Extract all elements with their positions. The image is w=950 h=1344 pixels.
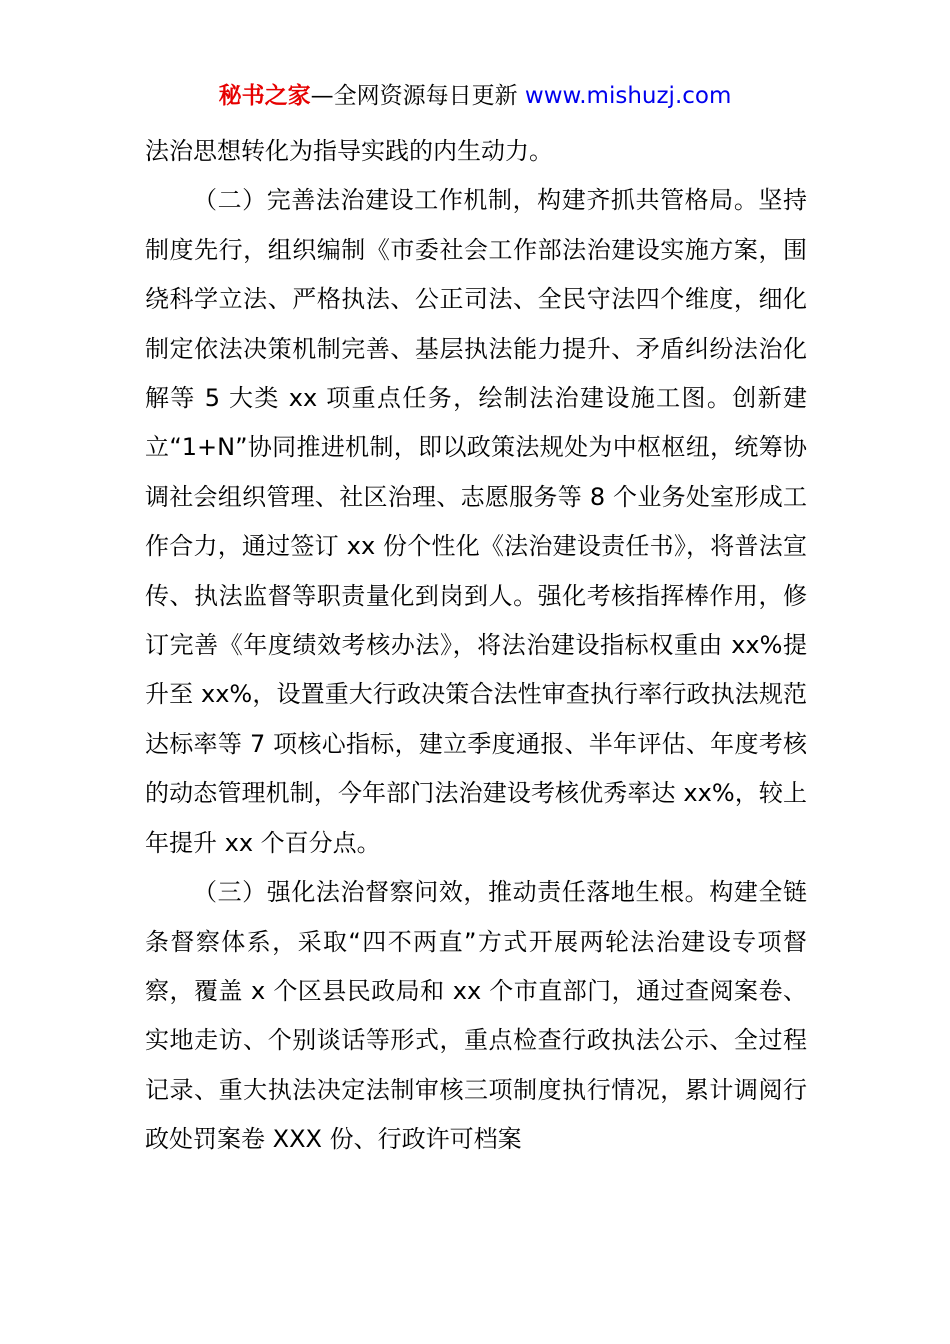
site-header [0, 80, 950, 112]
paragraph-section-3: （三）强化法治督察问效，推动责任落地生根。构建全链条督察体系，采取“四不两直”方式开展两轮法治建设专项督察，覆盖 x 个区县民政局和 xx 个市直部门，通过查阅案卷、实地走访、个别谈话等形式，重点检查行政执法公示、全过程记录、重大执法决定法制审核三项制度执行情况，累计调阅行政处罚案卷 XXX 份、行政许可档案 [145, 878, 807, 1154]
paragraph-section-2: （二）完善法治建设工作机制，构建齐抓共管格局。坚持制度先行，组织编制《市委社会工作部法治建设实施方案，围绕科学立法、严格执法、公正司法、全民守法四个维度，细化制定依法决策机制完善、基层执法能力提升、矛盾纠纷法治化解等 5 大类 xx 项重点任务，绘制法治建设施工图。创新建立“1+N”协同推进机制，即以政策法规处为中枢枢纽，统筹协调社会组织管理、社区治理、志愿服务等 8 个业务处室形成工作合力，通过签订 xx 份个性化《法治建设责任书》，将普法宣传、执法监督等职责量化到岗到人。强化考核指挥棒作用，修订完善《年度绩效考核办法》，将法治建设指标权重由 xx%提升至 xx%，设置重大行政决策合法性审查执行率行政执法规范达标率等 7 项核心指标，建立季度通报、半年评估、年度考核的动态管理机制，今年部门法治建设考核优秀率达 xx%，较上年提升 xx 个百分点。 [145, 186, 807, 857]
site-brand: 秘书之家 [218, 83, 311, 109]
site-url-link[interactable]: www.mishuzj.com [524, 83, 732, 109]
document-body [145, 127, 807, 1165]
site-tagline: —全网资源每日更新 [310, 83, 518, 109]
paragraph-continuation: 法治思想转化为指导实践的内生动力。 [145, 137, 553, 165]
